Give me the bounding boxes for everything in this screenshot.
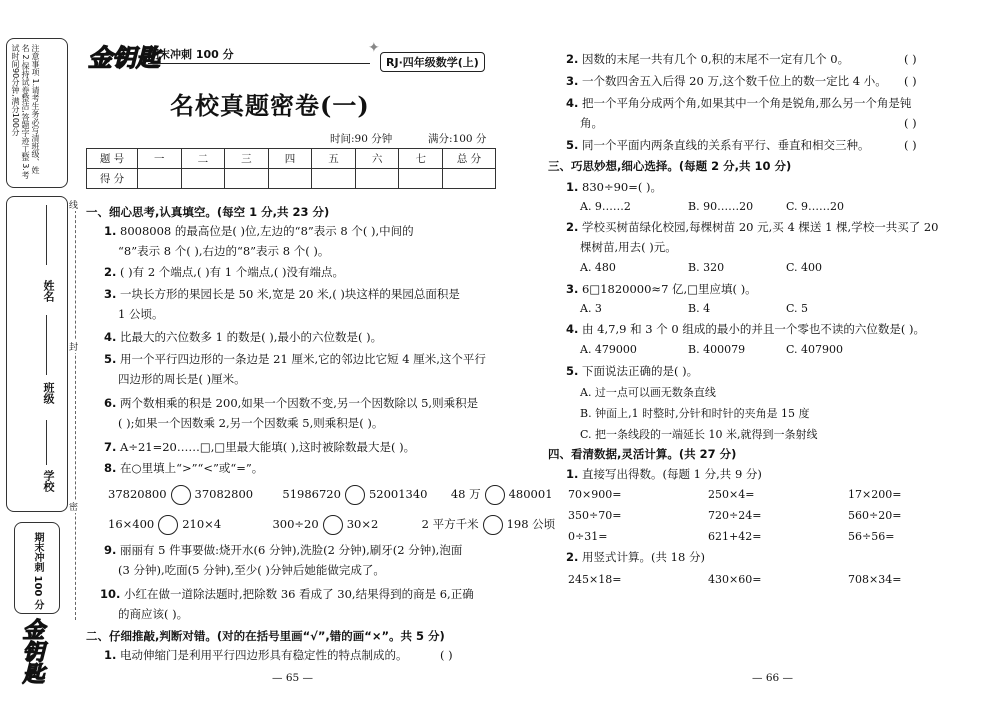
question-4: 4. 比最大的六位数多 1 的数是( ),最小的六位数是( )。 [104,330,383,344]
question-7: 7. A÷21=20……□,□里最大能填( ),这时被除数最大是( )。 [104,440,416,454]
brand-logo: 金钥匙 [88,44,160,72]
judge-1-answer[interactable]: ( ) [440,648,453,662]
bottom-logo: 金钥匙 [19,618,44,684]
score-cell: 二 [181,149,225,169]
choice-1-option-c[interactable]: C. 9……20 [786,200,845,213]
question-6: 6. 两个数相乘的积是 200,如果一个因数不变,另一个因数除以 5,则乘积是 [104,396,479,410]
question-1-line-1[interactable]: 8008008 的最高位是( )位,左边的“8”表示 8 个( ),中间的 [120,224,414,238]
calc-item[interactable]: 560÷20= [848,509,902,522]
student-info-box [6,196,68,512]
judge-4-line-1: 把一个平角分成两个角,如果其中一个角是锐角,那么另一个角是钝 [582,96,912,110]
choice-4-option-b[interactable]: B. 400079 [688,343,746,356]
judge-4: 4. 把一个平角分成两个角,如果其中一个角是锐角,那么另一个角是钝 [566,96,912,110]
score-table-header-row [87,149,496,169]
choice-5: 5. 下面说法正确的是( )。 [566,364,699,378]
choice-5-option-b[interactable]: B. 钟面上,1 时整时,分针和时针的夹角是 15 度 [580,407,810,420]
choice-4: 4. 由 4,7,9 和 3 个 0 组成的最小的并且一个零也不读的六位数是( )。 [566,322,925,336]
judge-3-text: 一个数四舍五入后得 20 万,这个数千位上的数一定比 4 小。 [582,74,887,88]
calc-item[interactable]: 17×200= [848,488,902,501]
calc-item[interactable]: 350÷70= [568,509,622,522]
question-3: 3. 一块长方形的果园长是 50 米,宽是 20 米,( )块这样的果园总面积是 [104,287,460,301]
grade-badge: RJ·四年级数学(上) [380,52,485,72]
choice-1-option-a[interactable]: A. 9……2 [580,200,631,213]
question-9: 9. 丽丽有 5 件事要做:烧开水(6 分钟),洗脸(2 分钟),刷牙(2 分钟),泡面 [104,543,463,557]
question-5: 5. 用一个平行四边形的一条边是 21 厘米,它的邻边比它短 4 厘米,这个平行 [104,352,486,366]
question-8-text: 在○里填上“>”“<”或“=”。 [120,461,264,475]
judge-2-text: 因数的末尾一共有几个 0,积的末尾不一定有几个 0。 [582,52,850,66]
question-6-line-2[interactable]: ( );如果一个因数乘 2,另一个因数乘 5,则乘积是( )。 [118,416,384,430]
judge-5-text: 同一个平面内两条直线的关系有平行、垂直和相交三种。 [582,138,870,152]
question-3-line-1[interactable]: 一块长方形的果园长是 50 米,宽是 20 米,( )块这样的果园总面积是 [120,287,460,301]
choice-2-line-2[interactable]: 棵树苗,用去( )元。 [580,240,677,254]
compare-circle[interactable] [323,515,343,535]
question-6-line-1: 两个数相乘的积是 200,如果一个因数不变,另一个因数除以 5,则乘积是 [120,396,479,410]
sparkle-icon: ✦ [368,40,380,56]
vertical-calc-item[interactable]: 245×18= [568,573,622,586]
bottom-brand-text: 期末冲刺 100 分 [32,532,43,610]
choice-1: 1. 830÷90=( )。 [566,180,663,194]
compare-circle[interactable] [485,485,505,505]
choice-2-option-a[interactable]: A. 480 [580,261,616,274]
score-input[interactable] [225,169,269,189]
judge-5-answer[interactable]: ( ) [904,138,917,152]
choice-1-text[interactable]: 830÷90=( )。 [582,180,663,194]
page-title: 名校真题密卷(一) [170,91,370,120]
vertical-calc-item[interactable]: 708×34= [848,573,902,586]
choice-3-text[interactable]: 6□1820000≈7 亿,□里应填( )。 [582,282,757,296]
header-rule [148,63,370,64]
calc-item[interactable]: 250×4= [708,488,755,501]
class-label: 班级 [42,382,55,404]
score-input[interactable] [181,169,225,189]
question-2: 2. ( )有 2 个端点,( )有 1 个端点,( )没有端点。 [104,265,344,279]
score-cell: 五 [312,149,356,169]
seal-mark-mid: 封 [69,340,78,353]
choice-2-option-b[interactable]: B. 320 [688,261,725,274]
question-8: 8. 在○里填上“>”“<”或“=”。 [104,461,264,475]
compare-row-1: 37820800 37082800 51986720 52001340 48 万 480001 [108,485,553,505]
choice-1-option-b[interactable]: B. 90……20 [688,200,754,213]
judge-1: 1. 电动伸缩门是利用平行四边形具有稳定性的特点制成的。 [104,648,408,662]
seal-mark-top: 线 [69,198,78,211]
score-cell: 七 [399,149,443,169]
compare-circle[interactable] [171,485,191,505]
score-input[interactable] [443,169,496,189]
page-number-left: — 65 — [272,672,314,684]
choice-4-text[interactable]: 由 4,7,9 和 3 个 0 组成的最小的并且一个零也不读的六位数是( )。 [582,322,925,336]
full-score-label: 满分:100 分 [428,133,487,145]
question-5-line-1: 用一个平行四边形的一条边是 21 厘米,它的邻边比它短 4 厘米,这个平行 [120,352,486,366]
calc-item[interactable]: 70×900= [568,488,622,501]
question-9-line-2[interactable]: (3 分钟),吃面(5 分钟),至少( )分钟后她能做完成了。 [118,563,385,577]
compare-circle[interactable] [483,515,503,535]
question-2-text[interactable]: ( )有 2 个端点,( )有 1 个端点,( )没有端点。 [120,265,344,279]
choice-5-text[interactable]: 下面说法正确的是( )。 [582,364,699,378]
choice-5-option-c[interactable]: C. 把一条线段的一端延长 10 米,就得到一条射线 [580,428,818,441]
header-tag: 期末冲刺 100 分 [148,48,234,61]
section-3-heading: 三、巧思妙想,细心选择。(每题 2 分,共 10 分) [548,159,792,173]
question-3-line-2: 1 公顷。 [118,307,164,321]
choice-4-option-c[interactable]: C. 407900 [786,343,844,356]
seal-mark-bottom: 密 [69,500,78,513]
question-5-line-2[interactable]: 四边形的周长是( )厘米。 [118,372,246,386]
page-number-right: — 66 — [752,672,794,684]
judge-2: 2. 因数的末尾一共有几个 0,积的末尾不一定有几个 0。 [566,52,850,66]
calc-item[interactable]: 56÷56= [848,530,895,543]
score-cell: 六 [355,149,399,169]
score-cell: 一 [138,149,182,169]
judge-2-answer[interactable]: ( ) [904,52,917,66]
calc-item[interactable]: 0÷31= [568,530,608,543]
choice-3-option-a[interactable]: A. 3 [580,302,602,315]
question-10: 10. 小红在做一道除法题时,把除数 36 看成了 30,结果得到的商是 6,正确 [100,587,474,601]
score-cell: 题 号 [87,149,138,169]
calc-item[interactable]: 621+42= [708,530,762,543]
calc-2-text: 用竖式计算。(共 18 分) [582,550,705,564]
score-input[interactable] [399,169,443,189]
judge-5: 5. 同一个平面内两条直线的关系有平行、垂直和相交三种。 [566,138,870,152]
section-1-heading: 一、细心思考,认真填空。(每空 1 分,共 23 分) [86,205,330,219]
vertical-calc-item[interactable]: 430×60= [708,573,762,586]
compare-circle[interactable] [158,515,178,535]
question-1-line-2[interactable]: “8”表示 8 个( ),右边的“8”表示 8 个( )。 [118,244,330,258]
school-label: 学校 [42,470,55,492]
judge-1-text: 电动伸缩门是利用平行四边形具有稳定性的特点制成的。 [120,648,408,662]
question-4-text[interactable]: 比最大的六位数多 1 的数是( ),最小的六位数是( )。 [120,330,383,344]
choice-2-option-c[interactable]: C. 400 [786,261,823,274]
calc-1: 1. 直接写出得数。(每题 1 分,共 9 分) [566,467,762,481]
score-cell: 得 分 [87,169,138,189]
score-input[interactable] [355,169,399,189]
judge-4-answer[interactable]: ( ) [904,116,917,130]
score-table [86,148,496,189]
judge-4-line-2: 角。 [580,116,603,130]
notes-text: 注意事项 1.请考生务必写清班级、姓名 2.保持试卷整洁,答题字迹工整 3.考试时间90分钟,满分100分 [11,44,40,179]
calc-item[interactable]: 720÷24= [708,509,762,522]
score-input[interactable] [138,169,182,189]
choice-2-line-1: 学校买树苗绿化校园,每棵树苗 20 元,买 4 棵送 1 棵,学校一共买了 20 [582,220,939,234]
score-cell: 总 分 [443,149,496,169]
question-1: 1. 8008008 的最高位是( )位,左边的“8”表示 8 个( ),中间的 [104,224,414,238]
calc-2: 2. 用竖式计算。(共 18 分) [566,550,705,564]
section-4-heading: 四、看清数据,灵活计算。(共 27 分) [548,447,737,461]
choice-3: 3. 6□1820000≈7 亿,□里应填( )。 [566,282,757,296]
score-input[interactable] [312,169,356,189]
choice-3-option-c[interactable]: C. 5 [786,302,809,315]
choice-2: 2. 学校买树苗绿化校园,每棵树苗 20 元,买 4 棵送 1 棵,学校一共买了 20 [566,220,939,234]
score-cell: 四 [268,149,312,169]
calc-1-text: 直接写出得数。(每题 1 分,共 9 分) [582,467,762,481]
score-table-score-row [87,169,496,189]
compare-row-2: 16×400 210×4 300÷20 30×2 2 平方千米 198 公顷 [108,515,555,535]
time-label: 时间:90 分钟 [330,133,393,145]
seal-line [75,200,76,620]
compare-circle[interactable] [345,485,365,505]
score-cell: 三 [225,149,269,169]
judge-3: 3. 一个数四舍五入后得 20 万,这个数千位上的数一定比 4 小。 [566,74,887,88]
name-label: 姓名 [42,280,55,302]
choice-4-option-a[interactable]: A. 479000 [580,343,637,356]
section-2-heading: 二、仔细推敲,判断对错。(对的在括号里画“√”,错的画“×”。共 5 分) [86,629,445,643]
question-10-line-2[interactable]: 的商应该( )。 [118,607,189,621]
question-9-line-1: 丽丽有 5 件事要做:烧开水(6 分钟),洗脸(2 分钟),刷牙(2 分钟),泡面 [120,543,463,557]
choice-5-option-a[interactable]: A. 过一点可以画无数条直线 [580,386,716,399]
question-10-line-1: 小红在做一道除法题时,把除数 36 看成了 30,结果得到的商是 6,正确 [124,587,474,601]
judge-3-answer[interactable]: ( ) [904,74,917,88]
choice-3-option-b[interactable]: B. 4 [688,302,711,315]
score-input[interactable] [268,169,312,189]
question-7-text[interactable]: A÷21=20……□,□里最大能填( ),这时被除数最大是( )。 [120,440,416,454]
